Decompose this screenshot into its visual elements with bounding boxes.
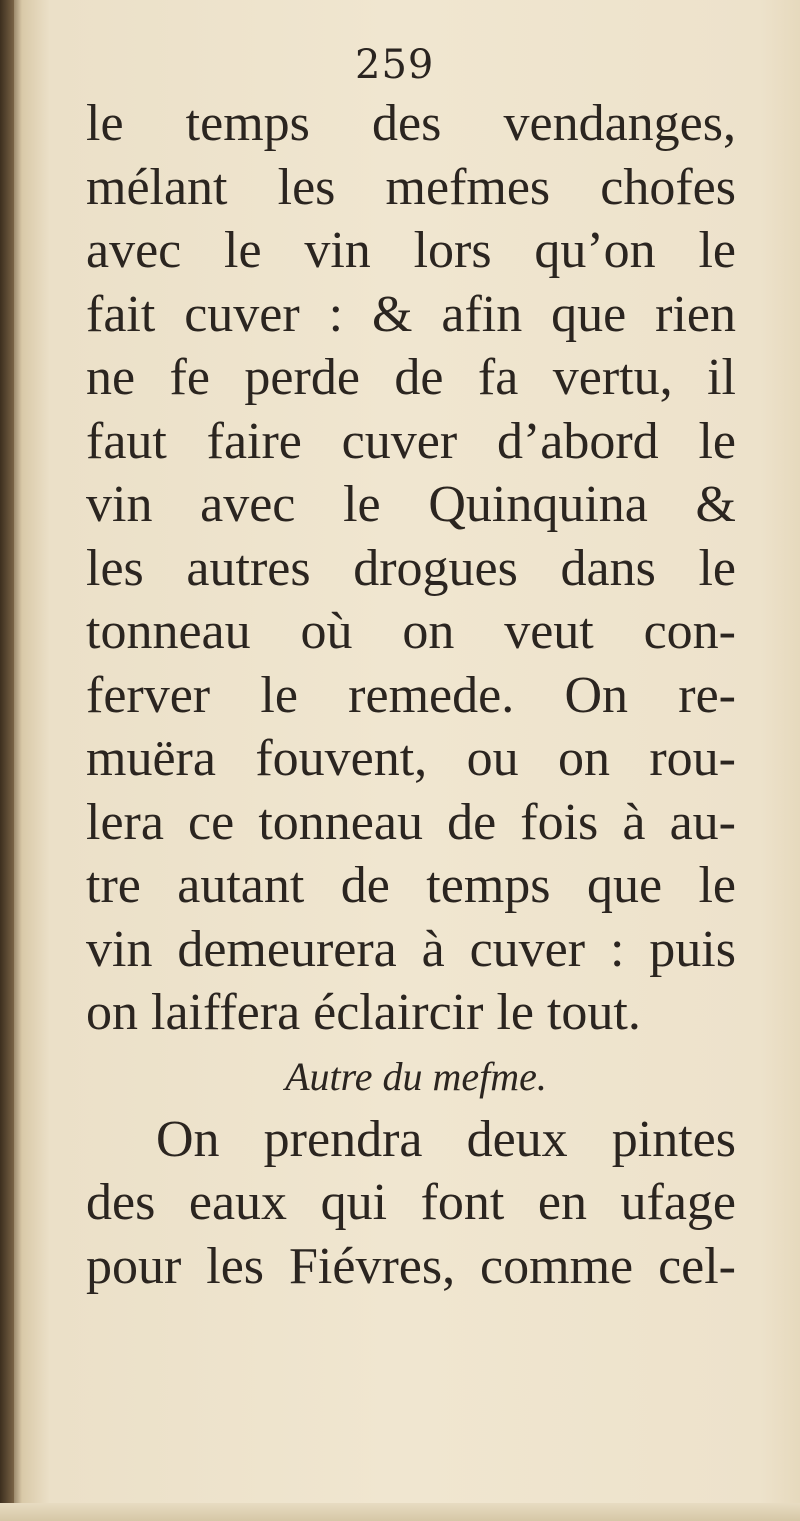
text-line: avec le vin lors qu’on le: [86, 222, 736, 279]
text-line: tre autant de temps que le: [86, 857, 736, 914]
text-line: les autres drogues dans le: [86, 539, 736, 597]
text-line: le temps des vendanges,: [86, 95, 736, 152]
text-line: vin avec le Quinquina &: [86, 476, 736, 533]
text-line: On prendra deux pintes: [156, 1110, 736, 1168]
section-heading: Autre du mefme.: [285, 1053, 547, 1099]
text-line: lera ce tonneau de fois à au-: [86, 793, 736, 851]
page-bottom-edge: [0, 1503, 800, 1521]
text-line: vin demeurera à cuver : puis: [86, 920, 736, 978]
text-line: ferver le remede. On re-: [86, 666, 736, 724]
text-line: fait cuver : & afin que rien: [86, 285, 736, 343]
text-line: mélant les mefmes chofes: [86, 158, 736, 216]
body-text: [86, 92, 736, 1298]
text-line: pour les Fiévres, comme cel-: [86, 1237, 736, 1295]
text-line: tonneau où on veut con-: [86, 603, 736, 660]
text-line: on laiffera éclaircir le tout.: [86, 984, 641, 1041]
text-line: muëra fouvent, ou on rou-: [86, 730, 736, 787]
text-line: des eaux qui font en ufage: [86, 1174, 736, 1231]
text-line: ne fe perde de fa vertu, il: [86, 349, 736, 406]
page-number: 259: [355, 42, 435, 88]
book-spine: [0, 0, 14, 1521]
text-line: faut faire cuver d’abord le: [86, 412, 736, 470]
